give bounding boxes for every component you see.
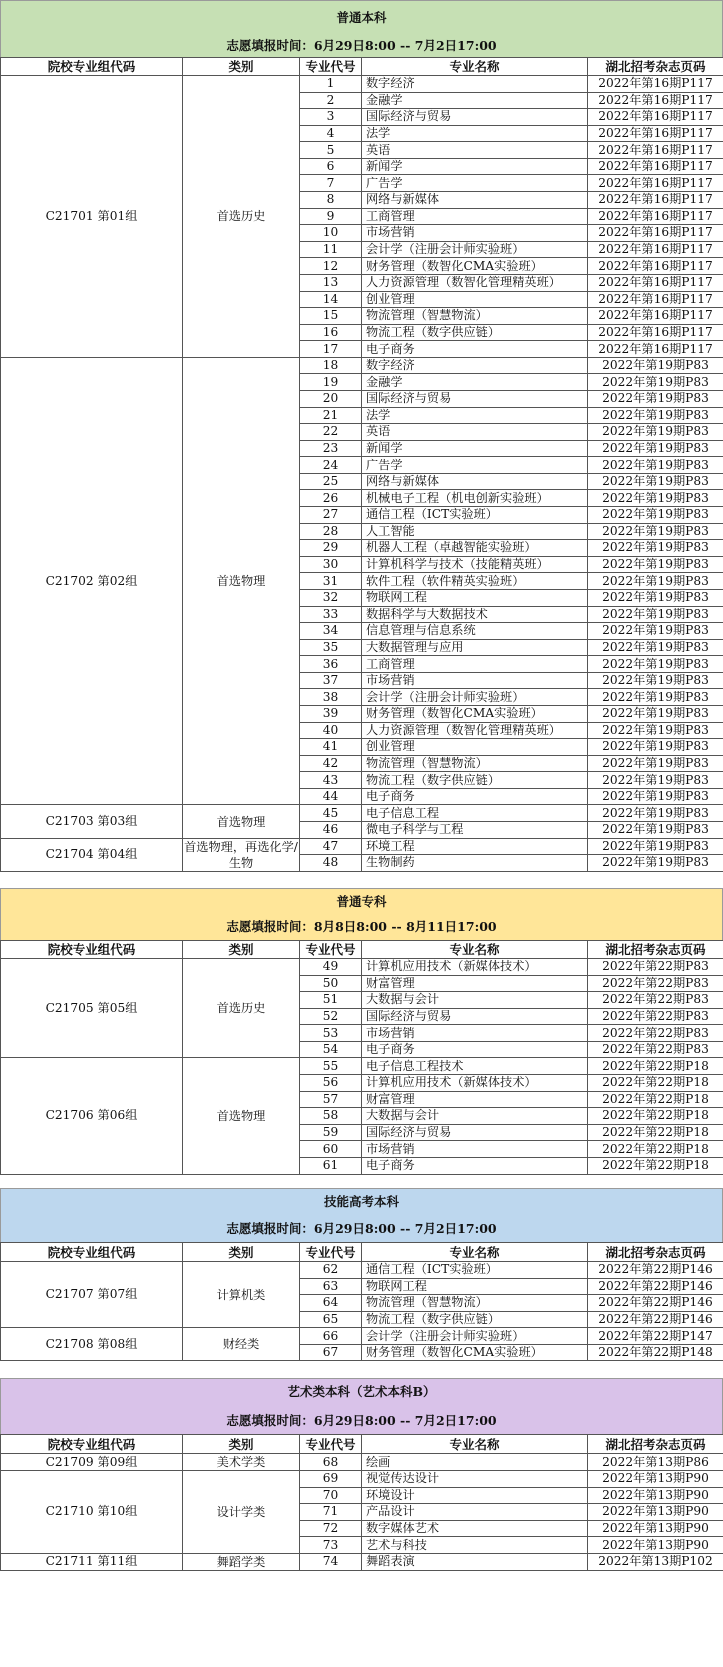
- group-code-cell: C21701 第01组: [1, 76, 183, 358]
- major-name-cell: 国际经济与贸易: [362, 109, 588, 126]
- major-code-cell: 10: [300, 225, 362, 242]
- major-name-cell: 财务管理（数智化CMA实验班）: [362, 1344, 588, 1361]
- page-ref-cell: 2022年第16期P117: [588, 158, 723, 175]
- page-ref-cell: 2022年第19期P83: [588, 357, 723, 374]
- page-ref-cell: 2022年第19期P83: [588, 656, 723, 673]
- major-name-cell: 会计学（注册会计师实验班）: [362, 241, 588, 258]
- page-ref-cell: 2022年第19期P83: [588, 507, 723, 524]
- major-code-cell: 41: [300, 739, 362, 756]
- section-banner: [0, 1378, 723, 1434]
- page-ref-cell: 2022年第13期P90: [588, 1520, 723, 1537]
- header-major-name: 专业名称: [362, 1243, 588, 1262]
- major-name-cell: 通信工程（ICT实验班）: [362, 1262, 588, 1279]
- major-code-cell: 35: [300, 639, 362, 656]
- page-ref-cell: 2022年第19期P83: [588, 838, 723, 855]
- major-name-cell: 环境设计: [362, 1487, 588, 1504]
- major-name-cell: 国际经济与贸易: [362, 1008, 588, 1025]
- page-ref-cell: 2022年第19期P83: [588, 772, 723, 789]
- major-code-cell: 4: [300, 125, 362, 142]
- table-row: [1, 357, 723, 374]
- group-code-cell: C21706 第06组: [1, 1058, 183, 1174]
- page-ref-cell: 2022年第19期P83: [588, 556, 723, 573]
- section-title: 普通专科: [336, 894, 387, 909]
- major-name-cell: 物联网工程: [362, 589, 588, 606]
- group-code-cell: C21710 第10组: [1, 1471, 183, 1554]
- category-cell: 设计学类: [183, 1471, 300, 1554]
- major-code-cell: 40: [300, 722, 362, 739]
- major-code-cell: 66: [300, 1328, 362, 1345]
- page-ref-cell: 2022年第16期P117: [588, 76, 723, 93]
- major-code-cell: 24: [300, 457, 362, 474]
- major-code-cell: 65: [300, 1311, 362, 1328]
- page-ref-cell: 2022年第22期P83: [588, 1008, 723, 1025]
- major-code-cell: 72: [300, 1520, 362, 1537]
- page-ref-cell: 2022年第19期P83: [588, 623, 723, 640]
- major-code-cell: 44: [300, 788, 362, 805]
- group-code-cell: C21705 第05组: [1, 959, 183, 1058]
- major-code-cell: 71: [300, 1504, 362, 1521]
- major-code-cell: 25: [300, 473, 362, 490]
- major-name-cell: 电子信息工程: [362, 805, 588, 822]
- major-name-cell: 人力资源管理（数智化管理精英班）: [362, 274, 588, 291]
- table-header-row: [1, 941, 723, 959]
- page-ref-cell: 2022年第19期P83: [588, 722, 723, 739]
- page-ref-cell: 2022年第22期P18: [588, 1108, 723, 1125]
- major-name-cell: 财富管理: [362, 1091, 588, 1108]
- major-code-cell: 54: [300, 1041, 362, 1058]
- page-ref-cell: 2022年第19期P83: [588, 805, 723, 822]
- header-category: 类别: [183, 941, 300, 959]
- page-ref-cell: 2022年第19期P83: [588, 490, 723, 507]
- application-period: 志愿填报时间：6月29日8:00 -- 7月2日17:00: [226, 1413, 497, 1428]
- category-cell: 首选物理: [183, 357, 300, 805]
- page-ref-cell: 2022年第22期P147: [588, 1328, 723, 1345]
- major-name-cell: 微电子科学与工程: [362, 822, 588, 839]
- group-code-cell: C21709 第09组: [1, 1454, 183, 1471]
- major-name-cell: 物流管理（智慧物流）: [362, 308, 588, 325]
- major-code-cell: 50: [300, 975, 362, 992]
- major-name-cell: 大数据与会计: [362, 1108, 588, 1125]
- major-name-cell: 大数据管理与应用: [362, 639, 588, 656]
- major-name-cell: 绘画: [362, 1454, 588, 1471]
- page-ref-cell: 2022年第16期P117: [588, 109, 723, 126]
- major-name-cell: 金融学: [362, 92, 588, 109]
- major-code-cell: 34: [300, 623, 362, 640]
- table-row: [1, 959, 723, 976]
- category-cell: 财经类: [183, 1328, 300, 1361]
- major-name-cell: 市场营销: [362, 1141, 588, 1158]
- major-code-cell: 19: [300, 374, 362, 391]
- major-name-cell: 物流工程（数字供应链）: [362, 324, 588, 341]
- major-table: [0, 1434, 723, 1571]
- major-name-cell: 物流工程（数字供应链）: [362, 1311, 588, 1328]
- group-code-cell: C21702 第02组: [1, 357, 183, 805]
- major-code-cell: 31: [300, 573, 362, 590]
- major-code-cell: 49: [300, 959, 362, 976]
- major-name-cell: 金融学: [362, 374, 588, 391]
- page-ref-cell: 2022年第22期P83: [588, 1041, 723, 1058]
- page-ref-cell: 2022年第16期P117: [588, 241, 723, 258]
- header-group-code: 院校专业组代码: [1, 941, 183, 959]
- major-code-cell: 43: [300, 772, 362, 789]
- page-ref-cell: 2022年第22期P18: [588, 1058, 723, 1075]
- page-ref-cell: 2022年第13期P90: [588, 1487, 723, 1504]
- major-code-cell: 64: [300, 1295, 362, 1312]
- page-ref-cell: 2022年第19期P83: [588, 672, 723, 689]
- page-ref-cell: 2022年第19期P83: [588, 540, 723, 557]
- major-name-cell: 广告学: [362, 457, 588, 474]
- page-ref-cell: 2022年第19期P83: [588, 407, 723, 424]
- major-name-cell: 计算机应用技术（新媒体技术）: [362, 1075, 588, 1092]
- table-row: [1, 805, 723, 822]
- page-ref-cell: 2022年第13期P90: [588, 1537, 723, 1554]
- major-name-cell: 艺术与科技: [362, 1537, 588, 1554]
- page-ref-cell: 2022年第22期P146: [588, 1295, 723, 1312]
- major-name-cell: 人力资源管理（数智化管理精英班）: [362, 722, 588, 739]
- major-code-cell: 60: [300, 1141, 362, 1158]
- page-ref-cell: 2022年第19期P83: [588, 390, 723, 407]
- major-code-cell: 27: [300, 507, 362, 524]
- major-name-cell: 法学: [362, 125, 588, 142]
- page-ref-cell: 2022年第16期P117: [588, 308, 723, 325]
- major-name-cell: 数字媒体艺术: [362, 1520, 588, 1537]
- major-code-cell: 53: [300, 1025, 362, 1042]
- page-ref-cell: 2022年第16期P117: [588, 175, 723, 192]
- page-ref-cell: 2022年第22期P18: [588, 1157, 723, 1174]
- major-name-cell: 工商管理: [362, 208, 588, 225]
- major-code-cell: 58: [300, 1108, 362, 1125]
- major-code-cell: 70: [300, 1487, 362, 1504]
- major-name-cell: 计算机科学与技术（技能精英班）: [362, 556, 588, 573]
- major-name-cell: 电子商务: [362, 341, 588, 358]
- major-name-cell: 通信工程（ICT实验班）: [362, 507, 588, 524]
- table-row: [1, 1262, 723, 1279]
- header-major-code: 专业代号: [300, 941, 362, 959]
- page-ref-cell: 2022年第22期P18: [588, 1075, 723, 1092]
- major-table: [0, 940, 723, 1175]
- major-name-cell: 工商管理: [362, 656, 588, 673]
- page-ref-cell: 2022年第19期P83: [588, 424, 723, 441]
- page-ref-cell: 2022年第19期P83: [588, 473, 723, 490]
- header-category: 类别: [183, 1435, 300, 1454]
- page-ref-cell: 2022年第19期P83: [588, 705, 723, 722]
- header-major-name: 专业名称: [362, 58, 588, 76]
- major-code-cell: 36: [300, 656, 362, 673]
- page-ref-cell: 2022年第22期P18: [588, 1141, 723, 1158]
- page-ref-cell: 2022年第19期P83: [588, 855, 723, 872]
- major-code-cell: 46: [300, 822, 362, 839]
- page-ref-cell: 2022年第19期P83: [588, 788, 723, 805]
- major-name-cell: 法学: [362, 407, 588, 424]
- section-title: 艺术类本科（艺术本科B）: [287, 1384, 436, 1399]
- table-header-row: [1, 1435, 723, 1454]
- major-name-cell: 网络与新媒体: [362, 192, 588, 209]
- major-code-cell: 9: [300, 208, 362, 225]
- major-code-cell: 48: [300, 855, 362, 872]
- header-page-ref: 湖北招考杂志页码: [588, 58, 723, 76]
- major-code-cell: 56: [300, 1075, 362, 1092]
- category-cell: 舞蹈学类: [183, 1553, 300, 1570]
- page-ref-cell: 2022年第19期P83: [588, 374, 723, 391]
- page-ref-cell: 2022年第22期P83: [588, 992, 723, 1009]
- major-code-cell: 57: [300, 1091, 362, 1108]
- major-code-cell: 68: [300, 1454, 362, 1471]
- page-ref-cell: 2022年第16期P117: [588, 341, 723, 358]
- category-cell: 计算机类: [183, 1262, 300, 1328]
- major-name-cell: 会计学（注册会计师实验班）: [362, 689, 588, 706]
- header-group-code: 院校专业组代码: [1, 58, 183, 76]
- major-name-cell: 环境工程: [362, 838, 588, 855]
- page-ref-cell: 2022年第16期P117: [588, 142, 723, 159]
- group-code-cell: C21711 第11组: [1, 1553, 183, 1570]
- table-row: [1, 1058, 723, 1075]
- page-ref-cell: 2022年第22期P18: [588, 1124, 723, 1141]
- header-major-code: 专业代号: [300, 1435, 362, 1454]
- application-period: 志愿填报时间：6月29日8:00 -- 7月2日17:00: [226, 38, 497, 53]
- major-name-cell: 物联网工程: [362, 1278, 588, 1295]
- major-code-cell: 18: [300, 357, 362, 374]
- major-code-cell: 33: [300, 606, 362, 623]
- major-name-cell: 生物制药: [362, 855, 588, 872]
- major-code-cell: 62: [300, 1262, 362, 1279]
- header-category: 类别: [183, 58, 300, 76]
- page-ref-cell: 2022年第19期P83: [588, 822, 723, 839]
- major-code-cell: 30: [300, 556, 362, 573]
- table-row: [1, 838, 723, 855]
- header-page-ref: 湖北招考杂志页码: [588, 1243, 723, 1262]
- major-name-cell: 财富管理: [362, 975, 588, 992]
- page-ref-cell: 2022年第22期P146: [588, 1311, 723, 1328]
- page-ref-cell: 2022年第19期P83: [588, 440, 723, 457]
- header-page-ref: 湖北招考杂志页码: [588, 1435, 723, 1454]
- page-ref-cell: 2022年第19期P83: [588, 739, 723, 756]
- major-name-cell: 电子商务: [362, 1041, 588, 1058]
- major-name-cell: 财务管理（数智化CMA实验班）: [362, 258, 588, 275]
- major-code-cell: 22: [300, 424, 362, 441]
- major-name-cell: 会计学（注册会计师实验班）: [362, 1328, 588, 1345]
- major-code-cell: 59: [300, 1124, 362, 1141]
- major-code-cell: 6: [300, 158, 362, 175]
- page-ref-cell: 2022年第19期P83: [588, 755, 723, 772]
- category-cell: 首选物理: [183, 805, 300, 838]
- page-ref-cell: 2022年第22期P83: [588, 959, 723, 976]
- page-ref-cell: 2022年第22期P18: [588, 1091, 723, 1108]
- header-group-code: 院校专业组代码: [1, 1243, 183, 1262]
- major-name-cell: 新闻学: [362, 440, 588, 457]
- page-ref-cell: 2022年第16期P117: [588, 291, 723, 308]
- major-code-cell: 17: [300, 341, 362, 358]
- table-header-row: [1, 58, 723, 76]
- page-ref-cell: 2022年第16期P117: [588, 324, 723, 341]
- group-code-cell: C21703 第03组: [1, 805, 183, 838]
- major-name-cell: 新闻学: [362, 158, 588, 175]
- major-code-cell: 29: [300, 540, 362, 557]
- major-name-cell: 信息管理与信息系统: [362, 623, 588, 640]
- page-ref-cell: 2022年第16期P117: [588, 208, 723, 225]
- major-code-cell: 45: [300, 805, 362, 822]
- major-name-cell: 大数据与会计: [362, 992, 588, 1009]
- page-ref-cell: 2022年第19期P83: [588, 573, 723, 590]
- major-code-cell: 47: [300, 838, 362, 855]
- major-code-cell: 39: [300, 705, 362, 722]
- major-code-cell: 63: [300, 1278, 362, 1295]
- major-code-cell: 3: [300, 109, 362, 126]
- group-code-cell: C21708 第08组: [1, 1328, 183, 1361]
- category-cell: 首选物理: [183, 1058, 300, 1174]
- major-name-cell: 电子商务: [362, 788, 588, 805]
- table-row: [1, 1454, 723, 1471]
- major-name-cell: 市场营销: [362, 672, 588, 689]
- major-name-cell: 舞蹈表演: [362, 1553, 588, 1570]
- major-code-cell: 5: [300, 142, 362, 159]
- page-ref-cell: 2022年第19期P83: [588, 606, 723, 623]
- major-name-cell: 物流管理（智慧物流）: [362, 1295, 588, 1312]
- major-name-cell: 人工智能: [362, 523, 588, 540]
- application-period: 志愿填报时间：8月8日8:00 -- 8月11日17:00: [226, 919, 497, 934]
- page-ref-cell: 2022年第22期P146: [588, 1278, 723, 1295]
- major-code-cell: 67: [300, 1344, 362, 1361]
- category-cell: 首选历史: [183, 959, 300, 1058]
- major-code-cell: 12: [300, 258, 362, 275]
- major-code-cell: 74: [300, 1553, 362, 1570]
- major-code-cell: 1: [300, 76, 362, 93]
- major-name-cell: 电子信息工程技术: [362, 1058, 588, 1075]
- header-page-ref: 湖北招考杂志页码: [588, 941, 723, 959]
- page-ref-cell: 2022年第13期P102: [588, 1553, 723, 1570]
- page-ref-cell: 2022年第19期P83: [588, 639, 723, 656]
- major-code-cell: 7: [300, 175, 362, 192]
- major-name-cell: 数字经济: [362, 76, 588, 93]
- major-code-cell: 28: [300, 523, 362, 540]
- major-code-cell: 21: [300, 407, 362, 424]
- table-row: [1, 76, 723, 93]
- major-name-cell: 物流工程（数字供应链）: [362, 772, 588, 789]
- section-title: 技能高考本科: [323, 1194, 399, 1209]
- major-name-cell: 产品设计: [362, 1504, 588, 1521]
- page-ref-cell: 2022年第19期P83: [588, 457, 723, 474]
- page-ref-cell: 2022年第16期P117: [588, 274, 723, 291]
- major-code-cell: 42: [300, 755, 362, 772]
- page-ref-cell: 2022年第16期P117: [588, 192, 723, 209]
- section-skill: [0, 1188, 723, 1361]
- page-ref-cell: 2022年第16期P117: [588, 225, 723, 242]
- header-group-code: 院校专业组代码: [1, 1435, 183, 1454]
- major-code-cell: 73: [300, 1537, 362, 1554]
- major-name-cell: 英语: [362, 142, 588, 159]
- major-code-cell: 14: [300, 291, 362, 308]
- major-code-cell: 69: [300, 1471, 362, 1488]
- page-ref-cell: 2022年第16期P117: [588, 258, 723, 275]
- major-name-cell: 市场营销: [362, 225, 588, 242]
- category-cell: 首选物理，再选化学/生物: [184, 839, 298, 870]
- major-name-cell: 数字经济: [362, 357, 588, 374]
- header-major-code: 专业代号: [300, 58, 362, 76]
- major-name-cell: 国际经济与贸易: [362, 1124, 588, 1141]
- major-name-cell: 机器人工程（卓越智能实验班）: [362, 540, 588, 557]
- page-ref-cell: 2022年第19期P83: [588, 589, 723, 606]
- major-name-cell: 市场营销: [362, 1025, 588, 1042]
- page-ref-cell: 2022年第22期P146: [588, 1262, 723, 1279]
- page-ref-cell: 2022年第22期P83: [588, 975, 723, 992]
- header-major-code: 专业代号: [300, 1243, 362, 1262]
- major-code-cell: 13: [300, 274, 362, 291]
- table-row: [1, 1553, 723, 1570]
- major-code-cell: 52: [300, 1008, 362, 1025]
- major-name-cell: 视觉传达设计: [362, 1471, 588, 1488]
- major-code-cell: 15: [300, 308, 362, 325]
- table-row: [1, 1471, 723, 1488]
- major-code-cell: 11: [300, 241, 362, 258]
- table-row: [1, 1328, 723, 1345]
- major-code-cell: 16: [300, 324, 362, 341]
- category-cell: 首选历史: [183, 76, 300, 358]
- page-ref-cell: 2022年第19期P83: [588, 523, 723, 540]
- major-name-cell: 财务管理（数智化CMA实验班）: [362, 705, 588, 722]
- page-ref-cell: 2022年第22期P148: [588, 1344, 723, 1361]
- page-ref-cell: 2022年第13期P90: [588, 1471, 723, 1488]
- major-table: [0, 57, 723, 872]
- major-code-cell: 23: [300, 440, 362, 457]
- category-cell: 美术学类: [183, 1454, 300, 1471]
- major-name-cell: 物流管理（智慧物流）: [362, 755, 588, 772]
- page-ref-cell: 2022年第16期P117: [588, 125, 723, 142]
- major-code-cell: 61: [300, 1157, 362, 1174]
- header-major-name: 专业名称: [362, 1435, 588, 1454]
- major-name-cell: 网络与新媒体: [362, 473, 588, 490]
- major-code-cell: 26: [300, 490, 362, 507]
- section-junior: [0, 888, 723, 1175]
- group-code-cell: C21707 第07组: [1, 1262, 183, 1328]
- major-code-cell: 8: [300, 192, 362, 209]
- page-ref-cell: 2022年第16期P117: [588, 92, 723, 109]
- page-ref-cell: 2022年第13期P86: [588, 1454, 723, 1471]
- major-name-cell: 数据科学与大数据技术: [362, 606, 588, 623]
- major-table: [0, 1242, 723, 1361]
- major-code-cell: 55: [300, 1058, 362, 1075]
- application-period: 志愿填报时间：6月29日8:00 -- 7月2日17:00: [226, 1221, 497, 1236]
- section-banner: [0, 1188, 723, 1242]
- major-code-cell: 51: [300, 992, 362, 1009]
- major-name-cell: 机械电子工程（机电创新实验班）: [362, 490, 588, 507]
- major-name-cell: 英语: [362, 424, 588, 441]
- major-name-cell: 计算机应用技术（新媒体技术）: [362, 959, 588, 976]
- header-major-name: 专业名称: [362, 941, 588, 959]
- page-ref-cell: 2022年第19期P83: [588, 689, 723, 706]
- major-name-cell: 软件工程（软件精英实验班）: [362, 573, 588, 590]
- major-code-cell: 38: [300, 689, 362, 706]
- section-art: [0, 1378, 723, 1571]
- major-name-cell: 广告学: [362, 175, 588, 192]
- major-name-cell: 创业管理: [362, 739, 588, 756]
- section-banner: [0, 888, 723, 940]
- major-name-cell: 电子商务: [362, 1157, 588, 1174]
- header-category: 类别: [183, 1243, 300, 1262]
- major-code-cell: 2: [300, 92, 362, 109]
- major-name-cell: 国际经济与贸易: [362, 390, 588, 407]
- page-ref-cell: 2022年第13期P90: [588, 1504, 723, 1521]
- page-ref-cell: 2022年第22期P83: [588, 1025, 723, 1042]
- section-banner: [0, 0, 723, 57]
- section-title: 普通本科: [336, 10, 387, 25]
- table-header-row: [1, 1243, 723, 1262]
- group-code-cell: C21704 第04组: [1, 838, 183, 871]
- major-code-cell: 37: [300, 672, 362, 689]
- major-code-cell: 32: [300, 589, 362, 606]
- major-name-cell: 创业管理: [362, 291, 588, 308]
- major-code-cell: 20: [300, 390, 362, 407]
